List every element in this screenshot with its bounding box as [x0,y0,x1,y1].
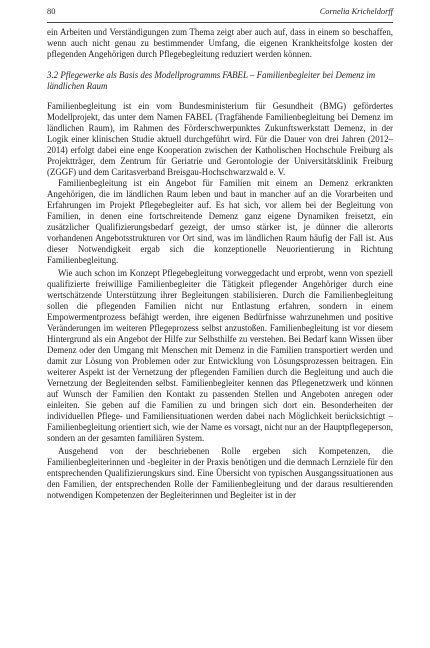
paragraph-3: Wie auch schon im Konzept Pflegebegleitung vorweggedacht und erprobt, wenn von speziell qualifizierte freiwillige Familienbegleiter die Tätigkeit pflegender Angehöriger durch eine wertschätzende Unterstützung ihrer Begleitungen stabilisieren. Durch die Familienbegleitung sollen die pflegenden Familien nicht nur Entlastung erfahren, sondern in einem Empowermentprozess befähigt werden, ihre eigenen Bedürfnisse wahrzunehmen und positive Veränderungen im weiteren Pflegeprozess selbst anzustoßen. Familienbegleitung ist vor diesem Hintergrund als ein Angebot der Hilfe zur Selbsthilfe zu verstehen. Bei Bedarf kann Wissen über Demenz oder den Umgang mit Menschen mit Demenz in die Familien transportiert werden und damit zur Lösung von Problemen oder zur Entwicklung von Lösungsprozessen beitragen. Ein weiterer Aspekt ist der Vernetzung der pflegenden Familien durch die Begleitung und auch die Vernetzung der Begleitenden selbst. Familienbegleiter kennen das Pflegenetzwerk und können auf Wunsch der Familien den Kontakt zu passenden Stellen und Angeboten anregen oder einleiten. Sie geben auf die Familien zu und bringen sich dort ein. Besonderheiten der individuellen Pflege- und Familiensituationen werden dabei nach Möglichkeit berücksichtigt – Familienbegleitung orientiert sich, wie der Name es vorsagt, nicht nur an der Hauptpflegeperson, sondern an der gesamten familiären System. [47,268,393,443]
paragraph-2: Familienbegleitung ist ein Angebot für Familien mit einem an Demenz erkrankten Angehörigen, die im ländlichen Raum leben und baut in mancher auf an die Vorarbeiten und Erfahrungen im Projekt Pflegebegleiter auf. Es hat sich, vor allem bei der Begleitung von Familien, in denen eine fortschreitende Demenz ganz eigene Dynamiken freisetzt, ein zusätzlicher Qualifizierungsbedarf gezeigt, der umso stärker ist, je dünner die allerorts vorhandenen Angebotsstrukturen vor Ort sind, was im ländlichen Raum häufig der Fall ist. Aus dieser Notwendigkeit ergab sich die konzeptionelle Neuorientierung in Richtung Familienbegleitung. [47,178,393,265]
paragraph-1: Familienbegleitung ist ein vom Bundesministerium für Gesundheit (BMG) gefördertes Modellprojekt, das unter dem Namen FABEL (Tragfähende Familienbegleitung bei Demenz im ländlichen Raum), im Rahmen des Förderschwerpunktes Zukunftswerkstatt Demenz, in der Logik einer klinischen Studie aktuell durchgeführt wird. Für die Dauer von drei Jahren (2012–2014) erfolgt dabei eine enge Kooperation zwischen der Katholischen Hochschule Freiburg als Projektträger, dem Zentrum für Geriatrie und Gerontologie der Universitätsklinik Freiburg (ZGGF) und dem Caritasverband Breisgau-Hochschwarzwald e. V. [47,101,393,177]
header-rule [47,22,393,23]
section-heading: 3.2 Pflegewerke als Basis des Modellprogramms FABEL – Familienbegleiter bei Demenz im ländlichen Raum [47,70,376,91]
body-text [47,27,393,501]
running-header-author: Cornelia Kricheldorff [319,7,393,16]
page-number: 80 [47,7,56,16]
intro-paragraph: ein Arbeiten und Verständigungen zum Thema zeigt aber auch auf, dass in einem so beschaffen, wenn auch nicht genau zu bestimmender Umfang, die eigenen Krankheitsfolge kosten der pflegenden Angehörigen durch Pflegebegleitung reduziert werden können. [47,27,393,59]
paragraph-4: Ausgehend von der beschriebenen Rolle ergeben sich Kompetenzen, die Familienbegleiterinnen und -begleiter in der Praxis benötigen und die demnach Lernziele für den entsprechenden Qualifizierungskurs sind. Eine Übersicht von typischen Ausgangssituationen aus den Familien, der entsprechenden Rolle der Familienbegleitung und der daraus resultierenden notwendigen Kompetenzen der Begleiterinnen und Begleiter ist in der [47,446,393,500]
running-header [47,7,393,21]
